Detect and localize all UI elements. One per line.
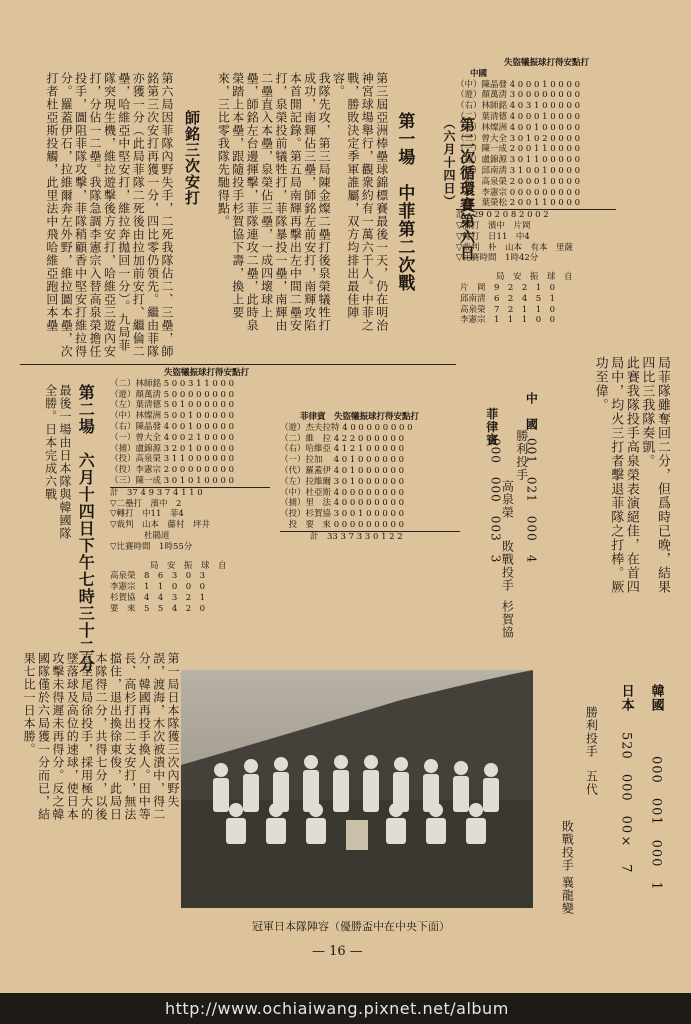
box-score-title: 菲律賓 失盜犧振球打得安點打 [300, 412, 420, 422]
table-row: （遊）杰夫拉特 4 0 0 0 0 0 0 0 0 [280, 422, 413, 433]
linescore-2-row: 520 000 00× 7 [618, 732, 634, 874]
losing-pitcher: 敗戰投手 [500, 540, 515, 592]
divider [20, 364, 456, 365]
table-row: （遊）顏萬淸 5 0 0 0 0 0 0 0 0 [110, 389, 234, 400]
pitching-row: 高泉榮 8 6 3 0 3 [110, 571, 206, 582]
watermark-url[interactable]: http://www.ochiaiwang.pixnet.net/album [165, 999, 509, 1018]
box-note: ▽裁判 山本 藤村 坪井 [110, 520, 211, 531]
table-row: 投 要 來 0 0 0 0 0 0 0 0 0 [280, 519, 404, 530]
table-row: 投 李憲宗 0 0 0 0 0 0 0 0 0 [456, 187, 580, 198]
team-name: 韓國 [648, 684, 664, 712]
game1-body: 第三屆亞洲棒壘球錦標賽最後一天，仍在明治神宮球場舉行，觀衆約有一萬六千人。中菲之戰，勝敗決定季軍誰屬，双方均排出最佳陣容。 我隊先攻，第三局陳金燦二壘打後泉榮犠牲打成功，南輝佔三壘，師銘左前安打，南輝攻陷本首開記錄。第五局南輝再擊出左中間二壘安打，泉榮投前犠牲打，菲隊暴投一壘，南輝由二壘直入本壘，泉榮佔三壘，一成四壞球上壘，師銘左台邊揮擊，菲隊連攻二壘，此時泉榮踏上本壘，跟隨投手杉賀協下壽，換上要來，三比零我隊先馳得點。 [216, 72, 389, 332]
trophy-icon [346, 820, 368, 850]
winning-pitcher-name: 高泉榮 [500, 480, 515, 519]
team-name: 日本 [618, 684, 634, 712]
table-row: （三）陳一成 3 0 1 0 1 0 0 0 0 [110, 475, 234, 486]
box-score-total: 計 33 3 7 3 3 0 1 2 2 [280, 531, 460, 543]
box-note: 杜鵑道 [110, 530, 170, 541]
game2-body: 最後一場由日本隊與韓國隊全勝。日本完成六戰 [43, 384, 72, 540]
pitching-header: 局 安 振 球 自 [496, 272, 573, 283]
team-photo [181, 670, 533, 908]
table-row: （右）陳晶發 4 0 0 1 0 0 0 0 0 [110, 421, 234, 432]
box-note: ▽比賽時間 1時55分 [110, 541, 193, 552]
box-note: ▽轉打 日11 中4 [456, 231, 530, 242]
table-row: （捕）里 法 4 0 0 0 0 0 0 0 0 [280, 498, 404, 509]
page-number: — 16 — [312, 944, 363, 959]
pitching-row: 片 岡 9 2 2 1 0 [460, 282, 556, 293]
table-row: （二）葉清德 4 0 0 0 1 0 0 0 0 [456, 111, 580, 122]
table-row: （中）陳晶發 4 0 0 0 1 0 0 0 0 [456, 79, 580, 90]
watermark-bar [0, 993, 691, 1024]
table-row: （左）葉淸德 5 0 1 0 0 0 0 0 0 [110, 400, 234, 411]
box-score-team: 中國 [470, 68, 488, 79]
table-row: （投）李憲宗 2 0 0 0 0 0 0 0 0 [110, 465, 234, 476]
round-heading [422, 92, 494, 261]
game1-body2: 第六局因菲隊內野失手，二死我隊佔二、三壘，師銘第三次安打再獲一分，四比零仍領先。繼由菲隊亦獲一分（此局菲隊二死後由拉加前安打、繼倫二壘，哈維亞中堅安打，維拉奔拋回一分）。九局菲隊突現生機，維拉遊擊後方安打，哈維亞三遊內安打，分佔一二壘。我隊急調李憲宗入替高泉榮擔任投手，圖阻菲隊攻擊，菲隊稍顧香中堅安打維拉得分。羅蓋伊石，拉維爾奔左外野，維拉圖本壘，次打者杜亞斯投觸，此里法中飛哈維亞跑回本壘 [44, 72, 174, 358]
table-row: （投）杉賀協 3 0 0 1 0 0 0 0 0 [280, 509, 404, 520]
box-note: ▽轉打 中11 菲4 [110, 509, 184, 520]
team-photo-image [181, 670, 533, 908]
box-score-title: 失盜犧振球打得安點打 [164, 368, 250, 378]
table-row: （一）陳一成 2 0 0 1 1 0 0 0 0 [456, 144, 580, 155]
box-score-total: 計 37 4 9 3 7 4 1 1 0 [110, 487, 270, 499]
linescore-2-row: 000 001 000 1 [648, 756, 664, 891]
table-row: （投）邱南淸 3 1 0 0 1 0 0 0 0 [456, 165, 580, 176]
winning-pitcher-name: 五代 [584, 770, 599, 796]
team-name: 中 國 [524, 392, 539, 431]
table-row: （投）高泉榮 3 1 1 0 0 0 0 0 0 [110, 454, 234, 465]
table-row: （二）林師銘 5 0 0 3 1 1 0 0 0 [110, 378, 234, 389]
win-label: 勝利投手 [514, 429, 529, 482]
table-row: （中）林燦洲 5 0 0 1 0 0 0 0 0 [110, 411, 234, 422]
table-row: （捕）盧錦源 3 2 0 1 0 0 0 0 0 [110, 443, 234, 454]
box-note: ▽裁判 朴 山本 有本 里薩 [456, 242, 574, 253]
linescore-1-row: 001 021 000 4 [524, 438, 539, 564]
box-note: ▽二壘打 濱中 2 [110, 498, 182, 509]
losing-pitcher-name: 杉賀協 [500, 600, 515, 639]
table-row: （一）拉加 4 0 1 0 0 0 0 0 0 [280, 455, 404, 466]
table-row: （中）杜亞斯 4 0 0 0 0 0 0 0 0 [280, 487, 404, 498]
round-heading-title: 第二次循環賽第六日 [458, 116, 476, 261]
box-score-total: 計 29 0 2 0 8 2 0 0 2 [456, 209, 616, 221]
pitching-row: 李憲宗 1 1 1 0 0 [460, 315, 556, 326]
photo-caption: 冠軍日本隊陣容（優勝盃中在中央下面） [252, 920, 450, 933]
table-row: 投 高泉榮 2 0 0 0 1 0 0 0 0 [456, 176, 580, 187]
linescore-1-row: 000 000 003 3 [488, 438, 503, 564]
table-row: （左）林燦洲 4 0 0 1 0 0 0 0 0 [456, 122, 580, 133]
table-row: （一）曾大全 4 0 0 2 1 0 0 0 0 [110, 432, 234, 443]
pitching-header: 局 安 振 球 自 [150, 560, 227, 571]
game1-result: 局菲隊雖奪回二分，但爲時已晚，結果四比三我隊奏凱。 此賽我隊投手高泉榮表演絕佳，在首四局中，均火三打者擊退菲隊之打棒。厥功至偉。 [592, 356, 670, 594]
pitching-row: 要 來 5 5 4 2 0 [110, 603, 206, 614]
table-row: （代）羅蓋伊 4 0 1 0 0 0 0 0 0 [280, 465, 404, 476]
table-row: （右）林師銘 4 0 3 1 0 0 0 0 0 [456, 101, 580, 112]
table-row: （左）拉維爾 3 0 1 0 0 0 0 0 0 [280, 476, 404, 487]
winning-pitcher [500, 410, 543, 481]
team-name: 菲律賓 [484, 407, 499, 447]
pitching-row: 高泉榮 7 2 1 1 0 [460, 304, 556, 315]
subheading-pitcher: 師銘三次安打 [183, 110, 201, 206]
table-row: （遊）顏萬淸 3 0 0 0 0 0 0 0 0 [456, 90, 580, 101]
game2-body2: 第一局日本隊獲三次內野失誤，渡海，木次被潰中，得二分，韓國再投手換人。田中等長、高杉打出二支安打，無法擋住，退出換徐東俊，此局日本隊得二分，共得七分，以後直至尾局徐投手，採用極大的墜落球及高位的速球，使日本攻擊未得遲未再得分。反之韓國隊僅於六局獲一分而已，結果七比一日本勝。 [22, 652, 180, 821]
box-score-philippines [280, 412, 460, 543]
winning-pitcher: 勝利投手 [584, 706, 599, 758]
pitching-row: 邱南淸 6 2 4 5 1 [460, 293, 556, 304]
table-row: （右）哈維亞 4 1 2 1 0 0 0 0 0 [280, 444, 404, 455]
box-note: ▽比賽時間 1時42分 [456, 253, 539, 264]
table-row: 投 葉榮松 2 0 0 1 1 0 0 0 0 [456, 198, 580, 209]
table-row: （捕）盧錦源 3 0 1 1 0 0 0 0 0 [456, 155, 580, 166]
round-heading-date: （六月十四日） [442, 116, 456, 208]
losing-pitcher-name: 襄龍變 [560, 876, 575, 915]
box-score-title: 失盜犧振球打得安點打 [504, 58, 590, 68]
box-score-second [110, 368, 270, 615]
table-row: （三）曾大全 3 0 1 0 2 0 0 0 0 [456, 133, 580, 144]
pitching-row: 李憲宗 1 1 0 0 0 [110, 582, 206, 593]
losing-pitcher: 敗戰投手 [560, 820, 575, 872]
pitching-row: 杉賀協 4 4 3 2 1 [110, 592, 206, 603]
box-note: ▽滿打 濱中 片岡 [456, 220, 531, 231]
game2-title: 第二場 六月十四日下午七時三十二分 [76, 384, 96, 673]
game1-title: 第一場 中菲第二次戰 [394, 112, 415, 292]
table-row: （二）維 拉 4 2 2 0 0 0 0 0 0 [280, 433, 404, 444]
